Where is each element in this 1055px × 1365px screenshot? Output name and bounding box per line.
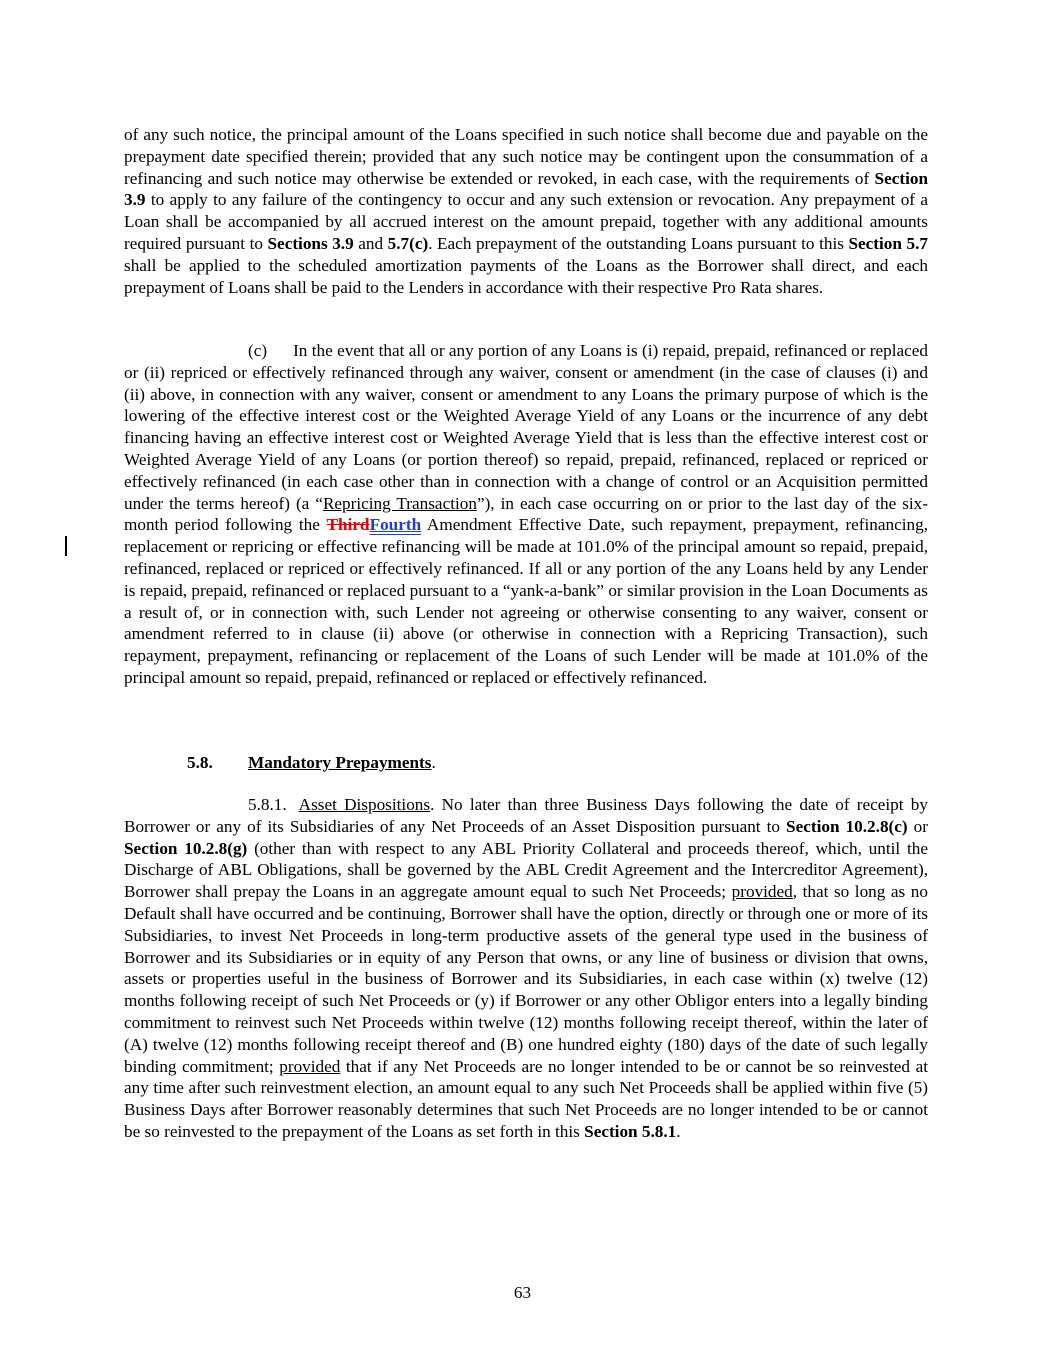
text: of any such notice, the principal amount of the Loans specified in such notice shall become due and payable on the prepayment date specified therein; provided that any such notice may be contingent upon the consummation of a refinancing and such notice may otherwise be extended or revoked, in each case, with the requirements of — [124, 125, 928, 188]
section-title: Mandatory Prepayments — [248, 753, 432, 772]
text: Amendment Effective Date, such repayment, prepayment, refinancing, replacement or repricing or effective refinancing will be made at 101.0% of the principal amount so repaid, prepaid, refinanced, replaced or repriced or effectively refinanced. If all or any portion of the any Loans held by any Lender is repaid, prepaid, refinanced or replaced pursuant to a “yank-a-bank” or similar provision in the Loan Documents as a result of, or in connection with, such Lender not agreeing or otherwise consenting to any waiver, consent or amendment referred to in clause (ii) above (or otherwise in connection with a Repricing Transaction), such repayment, prepayment, refinancing or replacement of the Loans of such Lender will be made at 101.0% of the principal amount so repaid, prepaid, refinanced or replaced or effectively refinanced. — [124, 515, 928, 687]
text: and — [353, 233, 388, 253]
text: ”), in each case occurring on or prior to the last day of the six-month period following the — [124, 493, 928, 535]
section-number: 5.8. — [187, 753, 213, 772]
text: (other than with respect to any ABL Priority Collateral and proceeds thereof, which, until the Discharge of ABL Obligations, shall be governed by the ABL Credit Agreement and the Intercreditor Agreement), Borrower shall prepay the Loans in an aggregate amount equal to such Net Proceeds; — [124, 838, 928, 902]
paragraph-c-repricing — [124, 340, 928, 689]
text: . — [676, 1121, 681, 1141]
paragraph-asset-dispositions — [124, 794, 928, 1143]
clause-label: (c) — [248, 341, 268, 360]
text: that if any Net Proceeds are no longer intended to be or cannot be so reinvested at any time after such reinvestment election, an amount equal to any such Net Proceeds shall be applied within five (5) Business Days after Borrower reasonably determines that such Net Proceeds are no longer intended to be or cannot be so reinvested to the prepayment of the Loans as set forth in this — [124, 1056, 928, 1141]
proviso-term: provided — [731, 882, 793, 902]
paragraph-prepayment-notice — [124, 124, 928, 298]
section-reference: Section 10.2.8(c) — [786, 816, 908, 836]
text: . No later than three Business Days following the date of receipt by Borrower or any of its Subsidiaries of any Net Proceeds of an Asset Disposition pursuant to — [124, 795, 928, 836]
page-number: 63 — [513, 1283, 532, 1302]
text: shall be applied to the scheduled amortization payments of the Loans as the Borrower shall direct, and each prepayment of Loans shall be paid to the Lenders in accordance with their respective Pro Rata shares. — [124, 255, 928, 297]
section-reference: 5.7(c) — [387, 233, 429, 253]
defined-term: Repricing Transaction — [322, 493, 477, 513]
text: to apply to any failure of the contingency to occur and any such extension or revocation. Any prepayment of a Loan shall be accompanied by all accrued interest on the amount prepaid, together with any additional amounts required pursuant to — [124, 190, 928, 253]
subsection-number: 5.8.1. — [248, 795, 287, 814]
proviso-term: provided — [279, 1056, 341, 1076]
text: In the event that all or any portion of any Loans is (i) repaid, prepaid, refinanced or replaced or (ii) repriced or effectively refinanced through any waiver, consent or amendment (in the case of clauses (i) and (ii) above, in connection with any waiver, consent or amendment to any Loans the primary purpose of which is the lowering of the effective interest cost or the Weighted Average Yield of any Loans or the incurrence of any debt financing having an effective interest cost or Weighted Average Yield that is less than the effective interest cost or Weighted Average Yield of any Loans (or portion thereof) so repaid, prepaid, refinanced, replaced or repriced or effectively refinanced (in each case other than in connection with a change of control or an Acquisition permitted under the terms hereof) (a “ — [124, 341, 928, 513]
subsection-title: Asset Dispositions — [298, 795, 431, 814]
heading-period: . — [431, 753, 436, 772]
text: or — [907, 816, 928, 836]
revision-change-bar — [65, 536, 67, 556]
section-reference: Section 5.7 — [848, 233, 928, 253]
section-reference: Sections 3.9 — [267, 233, 354, 253]
section-reference: Section 3.9 — [124, 168, 928, 210]
section-heading — [187, 752, 436, 774]
text: . Each prepayment of the outstanding Loans pursuant to this — [428, 233, 849, 253]
deleted-text: Third — [326, 515, 370, 535]
section-reference: Section 10.2.8(g) — [124, 838, 248, 858]
inserted-text: Fourth — [369, 515, 422, 535]
section-reference: Section 5.8.1 — [584, 1121, 677, 1141]
text: , that so long as no Default shall have occurred and be continuing, Borrower shall have the option, directly or through one or more of its Subsidiaries, to invest Net Proceeds in long-term productive assets of the general type used in the business of Borrower and its Subsidiaries or in equity of any Person that owns, or any line of business or division that owns, assets or properties useful in the business of Borrower and its Subsidiaries, in each case within (x) twelve (12) months following receipt of such Net Proceeds or (y) if Borrower or any other Obligor enters into a legally binding commitment to reinvest such Net Proceeds within twelve (12) months following receipt thereof, within the later of (A) twelve (12) months following receipt thereof and (B) one hundred eighty (180) days of the date of such legally binding commitment; — [124, 882, 928, 1076]
